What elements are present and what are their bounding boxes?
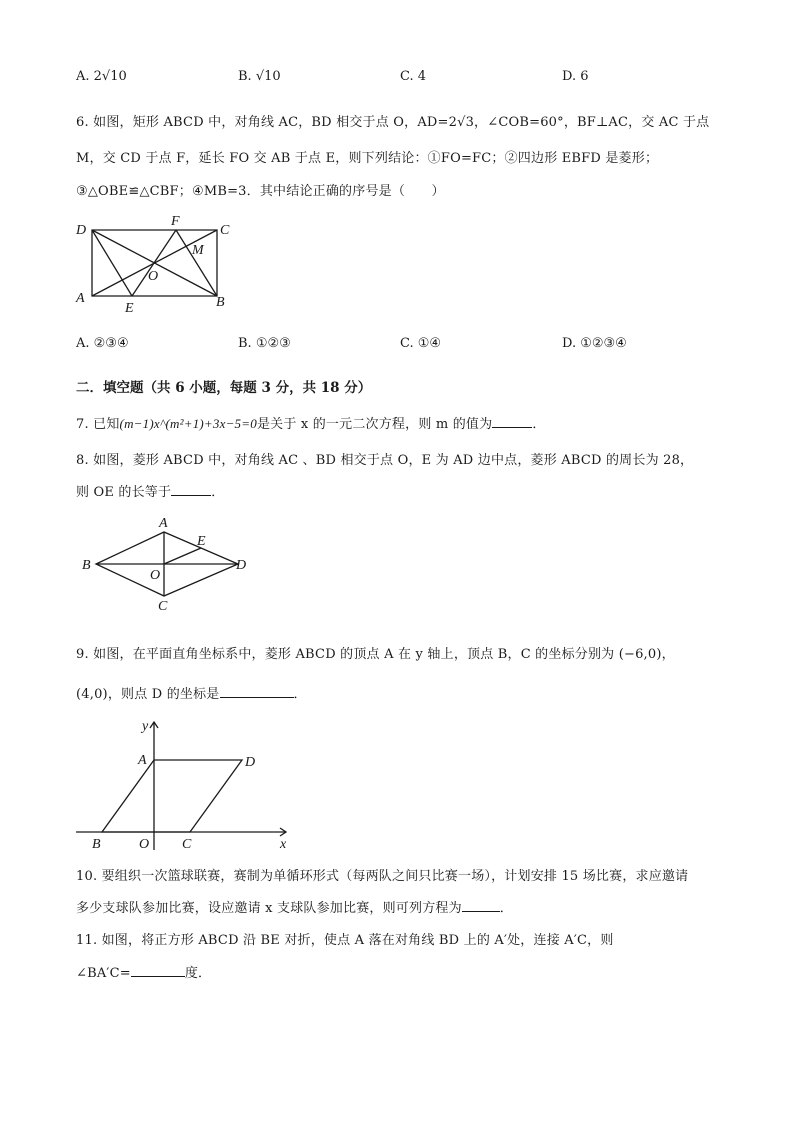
q6-label-m: M bbox=[192, 243, 204, 258]
q8-rhombus-figure bbox=[78, 512, 258, 617]
q11-line-2 bbox=[76, 962, 211, 981]
q6-label-d: D bbox=[76, 223, 87, 238]
q10-answer-blank bbox=[462, 899, 500, 912]
q9-label-c: C bbox=[182, 837, 192, 852]
q8-answer-blank bbox=[171, 483, 211, 496]
q8-line-2-prefix: 则 OE 的长等于 bbox=[76, 485, 172, 500]
q9-coordinate-figure bbox=[72, 712, 302, 857]
q9-label-b: B bbox=[92, 837, 101, 852]
q6-rectangle-figure bbox=[70, 210, 240, 320]
q11-line-1: 11. 如图，将正方形 ABCD 沿 BE 对折，使点 A 落在对角线 BD 上的 A′处，连接 A′C，则 bbox=[76, 933, 614, 948]
q9-line-2 bbox=[76, 683, 307, 702]
q6-segment-fb bbox=[176, 230, 217, 296]
q6-line-3: ③△OBE≌△CBF；④MB=3．其中结论正确的序号是（ ） bbox=[76, 184, 445, 199]
q6-label-c: C bbox=[220, 223, 230, 238]
q5-option-b: B. √10 bbox=[238, 69, 281, 84]
q8-label-a: A bbox=[159, 516, 168, 531]
q6-segment-fe bbox=[132, 230, 176, 296]
q6-label-f: F bbox=[171, 214, 180, 229]
q6-option-b: B. ①②③ bbox=[238, 336, 291, 351]
q10-line-2 bbox=[76, 897, 513, 916]
q8-label-e: E bbox=[197, 534, 206, 549]
q8-label-d: D bbox=[236, 558, 247, 573]
q8-label-c: C bbox=[158, 599, 168, 614]
q5-option-c: C. 4 bbox=[400, 69, 427, 84]
q11-answer-blank bbox=[131, 964, 185, 977]
q9-label-x: x bbox=[280, 837, 287, 852]
q8-segment-oe bbox=[164, 548, 201, 564]
q6-line-1: 6. 如图，矩形 ABCD 中，对角线 AC，BD 相交于点 O，AD=2√3，∠COB=60°，BF⊥AC，交 AC 于点 bbox=[76, 115, 710, 130]
q6-option-d: D. ①②③④ bbox=[562, 336, 627, 351]
section-2-heading: 二．填空题（共 6 小题，每题 3 分，共 18 分） bbox=[76, 380, 372, 396]
q8-line-1: 8. 如图，菱形 ABCD 中，对角线 AC 、BD 相交于点 O，E 为 AD 边中点，菱形 ABCD 的周长为 28， bbox=[76, 453, 694, 468]
q9-line-1: 9. 如图，在平面直角坐标系中，菱形 ABCD 的顶点 A 在 y 轴上，顶点 B，C 的坐标分别为 (−6,0)， bbox=[76, 647, 675, 662]
q7-answer-blank bbox=[492, 415, 532, 428]
q9-label-a: A bbox=[138, 753, 147, 768]
q10-line-2-prefix: 多少支球队参加比赛，设应邀请 x 支球队参加比赛，则可列方程为 bbox=[76, 901, 462, 916]
q9-label-o: O bbox=[139, 837, 150, 852]
q9-label-d: D bbox=[245, 755, 256, 770]
q6-option-a: A. ②③④ bbox=[76, 336, 129, 351]
q9-line-2-prefix: (4,0)，则点 D 的坐标是 bbox=[76, 687, 220, 702]
q8-line-2-end: ． bbox=[211, 485, 225, 500]
q5-option-a: A. 2√10 bbox=[76, 69, 127, 84]
q6-label-b: B bbox=[216, 295, 225, 310]
q8-label-b: B bbox=[82, 558, 91, 573]
q9-answer-blank bbox=[220, 685, 294, 698]
q8-label-o: O bbox=[150, 568, 161, 583]
q6-option-c: C. ①④ bbox=[400, 336, 442, 351]
q7-prefix: 7. 已知 bbox=[76, 417, 120, 432]
q11-line-2-prefix: ∠BA′C= bbox=[76, 966, 131, 981]
q10-line-2-end: ． bbox=[499, 901, 513, 916]
q6-label-o: O bbox=[148, 269, 159, 284]
q9-line-2-end: ． bbox=[293, 687, 307, 702]
q10-line-1: 10. 要组织一次篮球联赛，赛制为单循环形式（每两队之间只比赛一场），计划安排 15 场比赛，求应邀请 bbox=[76, 869, 689, 884]
q9-label-y: y bbox=[142, 719, 149, 734]
q7-line bbox=[76, 413, 546, 432]
q8-line-2 bbox=[76, 481, 224, 500]
q11-line-2-end: 度． bbox=[184, 966, 212, 981]
q9-rhombus-abcd bbox=[102, 760, 242, 832]
q7-end: ． bbox=[532, 417, 546, 432]
q5-option-d: D. 6 bbox=[562, 69, 589, 84]
q6-line-2: M，交 CD 于点 F，延长 FO 交 AB 于点 E，则下列结论：①FO=FC；②四边形 EBFD 是菱形； bbox=[76, 151, 659, 166]
q7-suffix: 是关于 x 的一元二次方程，则 m 的值为 bbox=[256, 417, 493, 432]
q6-label-e: E bbox=[125, 301, 134, 316]
q7-equation: (m−1)x^(m²+1)+3x−5=0 bbox=[119, 416, 257, 431]
q6-label-a: A bbox=[76, 291, 85, 306]
